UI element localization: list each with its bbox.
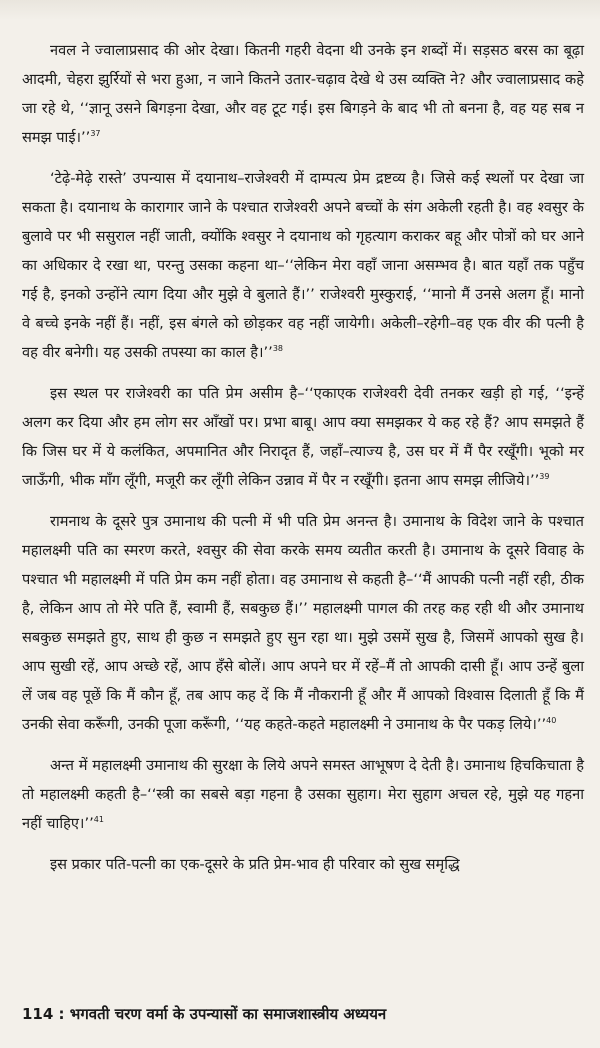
footnote-ref: 37 (90, 129, 101, 139)
footnote-ref: 39 (539, 472, 550, 482)
book-title: : भगवती चरण वर्मा के उपन्यासों का समाजशास्त्रीय अध्ययन (58, 1005, 387, 1023)
paragraph-3 (22, 379, 584, 495)
paragraph-text: ‘टेढ़े-मेढ़े रास्ते’ उपन्यास में दयानाथ–राजेश्वरी में दाम्पत्य प्रेम द्रष्टव्य है। जिसे कई स्थलों पर देखा जा सकता है। दयानाथ के कारागार जाने के पश्चात राजेश्वरी अपने बच्चों के संग अकेली रहती है। वह श्वसुर के बुलावे पर भी ससुराल नहीं जाती, क्योंकि श्वसुर ने दयानाथ को गृहत्याग कराकर बहू और पोत्रों को घर आने का अधिकार दे रखा था, परन्तु उसका कहना था–‘‘लेकिन मेरा वहाँ जाना असम्भव है। बात यहाँ तक पहुँच गई है, इनको उन्होंने त्याग दिया और मुझे वे बुलाते हैं।’’ राजेश्वरी मुस्कुराई, ‘‘मानो मैं उनसे अलग हूँ। मानो वे बच्चे इनके नहीं हैं। नहीं, इस बंगले को छोड़कर वह नहीं जायेगी। अकेली–रहेगी–वह एक वीर की पत्नी है वह वीर बनेगी। यह उसकी तपस्या का काल है।’’ (22, 170, 584, 361)
paragraph-1 (22, 36, 584, 152)
paragraph-text: इस स्थल पर राजेश्वरी का पति प्रेम असीम है–‘‘एकाएक राजेश्वरी देवी तनकर खड़ी हो गई, ‘‘इन्हें अलग कर दिया और हम लोग सर आँखों पर। प्रभा बाबू। आप क्या समझकर ये कह रहे हैं? आप समझते हैं कि जिस घर में ये कलंकित, अपमानित और निरादृत हैं, जहाँ–त्याज्य है, उस घर में मैं पैर रखूँगी। भूको मर जाऊँगी, भीक माँग लूँगी, मजूरी कर लूँगी लेकिन उन्नाव में पैर न रखूँगी। इतना आप समझ लीजिये।’’ (22, 385, 584, 489)
footnote-ref: 38 (272, 344, 284, 354)
paragraph-text: अन्त में महालक्ष्मी उमानाथ की सुरक्षा के लिये अपने समस्त आभूषण दे देती है। उमानाथ हिचकिचाता है तो महालक्ष्मी कहती है–‘‘स्त्री का सबसे बड़ा गहना है उसका सुहाग। मेरा सुहाग अचल रहे, मुझे यह गहना नहीं चाहिए।’’ (22, 757, 584, 832)
page-footer (22, 1002, 584, 1026)
paragraph-text: नवल ने ज्वालाप्रसाद की ओर देखा। कितनी गहरी वेदना थी उनके इन शब्दों में। सड़सठ बरस का बूढ़ा आदमी, चेहरा झुर्रियों से भरा हुआ, न जाने कितने उतार-चढ़ाव देखे थे उस व्यक्ति ने? और ज्वालाप्रसाद कहे जा रहे थे, ‘‘ज्ञानू उसने बिगड़ना देखा, और वह टूट गई। इस बिगड़ने के बाद भी तो बनना है, वह यह सब न समझ पाई।’’ (22, 42, 584, 146)
footnote-ref: 40 (546, 716, 557, 726)
paragraph-6 (22, 850, 584, 879)
paragraph-text: इस प्रकार पति-पत्नी का एक-दूसरे के प्रति प्रेम-भाव ही परिवार को सुख समृद्धि (50, 856, 460, 873)
page-number: 114 (22, 1005, 54, 1023)
paragraph-4 (22, 507, 584, 739)
paragraph-text: रामनाथ के दूसरे पुत्र उमानाथ की पत्नी में भी पति प्रेम अनन्त है। उमानाथ के विदेश जाने के पश्चात महालक्ष्मी पति का स्मरण करते, श्वसुर की सेवा करके समय व्यतीत करती है। उमानाथ के दूसरे विवाह के पश्चात भी महालक्ष्मी में पति प्रेम कम नहीं होता। वह उमानाथ से कहती है–‘‘मैं आपकी पत्नी नहीं रही, ठीक है, लेकिन आप तो मेरे पति हैं, स्वामी हैं, सबकुछ हैं।’’ महालक्ष्मी पागल की तरह कह रही थी और उमानाथ सबकुछ समझते हुए, साथ ही कुछ न समझते हुए सुन रहा था। मुझे उसमें सुख है, जिसमें आपको सुख है। आप सुखी रहें, आप अच्छे रहें, आप हँसे बोलें। आप अपने घर में रहें–मैं तो आपकी दासी हूँ। आप उन्हें बुला लें जब वह पूछें कि मैं कौन हूँ, तब आप कह दें कि मैं नौकरानी हूँ और मैं आपको विश्वास दिलाती हूँ कि मैं उनकी सेवा करूँगी, उनकी पूजा करूँगी, ‘‘यह कहते-कहते महालक्ष्मी ने उमानाथ के पैर पकड़ लिये।’’ (22, 513, 584, 733)
footnote-ref: 41 (93, 815, 104, 825)
paragraph-2 (22, 164, 584, 367)
paragraph-5 (22, 751, 584, 838)
